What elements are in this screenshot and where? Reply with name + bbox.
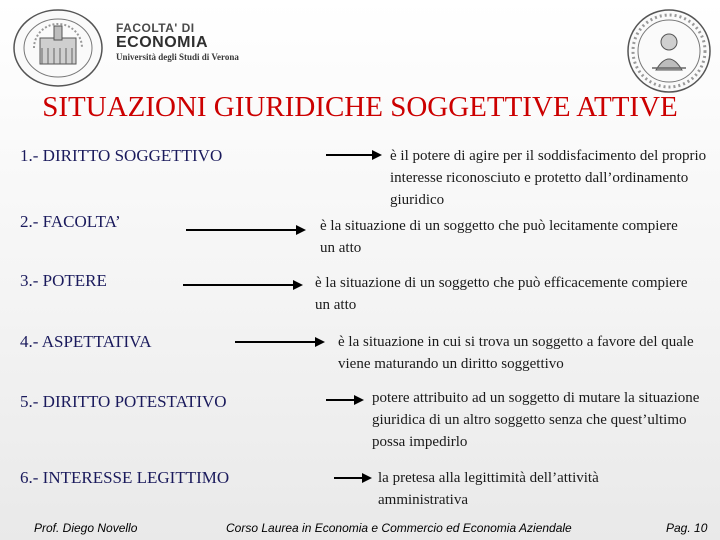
university-seal-icon bbox=[12, 8, 104, 88]
term-potere: 3.- POTERE bbox=[20, 271, 107, 290]
economia-label: ECONOMIA bbox=[116, 34, 208, 51]
definition-interesse-legittimo: la pretesa alla legittimità dell’attività amministrativa bbox=[378, 470, 599, 508]
university-seal-right bbox=[626, 8, 712, 94]
term-diritto-soggettivo: 1.- DIRITTO SOGGETTIVO bbox=[20, 146, 223, 165]
footer-author: Prof. Diego Novello bbox=[34, 521, 138, 535]
arrow-icon bbox=[326, 394, 364, 406]
footer-course: Corso Laurea in Economia e Commercio ed Economia Aziendale bbox=[226, 521, 572, 535]
definition-potere: è la situazione di un soggetto che può efficacemente compiere un atto bbox=[315, 275, 688, 313]
arrow-icon bbox=[183, 279, 303, 291]
university-label: Università degli Studi di Verona bbox=[116, 52, 239, 62]
arrow-icon bbox=[334, 472, 372, 484]
term-diritto-potestativo: 5.- DIRITTO POTESTATIVO bbox=[20, 392, 227, 411]
definition-aspettativa: è la situazione in cui si trova un soggetto a favore del quale viene maturando un diritto soggettivo bbox=[338, 334, 694, 372]
footer-page: Pag. 10 bbox=[666, 521, 708, 535]
arrow-icon bbox=[186, 224, 306, 236]
definition-diritto-potestativo: potere attribuito ad un soggetto di mutare la situazione giuridica di un altro soggetto senza che quest’ultimo possa impedirlo bbox=[372, 390, 700, 450]
definition-diritto-soggettivo: è il potere di agire per il soddisfacimento del proprio interesse riconosciuto e protetto dall’ordinamento giuridico bbox=[390, 148, 707, 208]
definition-facolta: è la situazione di un soggetto che può lecitamente compiere un atto bbox=[320, 218, 678, 256]
term-interesse-legittimo: 6.- INTERESSE LEGITTIMO bbox=[20, 468, 230, 487]
university-seal-icon bbox=[626, 8, 712, 94]
term-facolta: 2.- FACOLTA’ bbox=[20, 212, 121, 231]
slide-title: SITUAZIONI GIURIDICHE SOGGETTIVE ATTIVE bbox=[42, 91, 678, 123]
facolta-label: FACOLTA' DI bbox=[116, 21, 195, 35]
term-aspettativa: 4.- ASPETTATIVA bbox=[20, 332, 152, 351]
arrow-icon bbox=[235, 336, 325, 348]
university-seal-left bbox=[12, 8, 104, 88]
arrow-icon bbox=[326, 149, 382, 161]
